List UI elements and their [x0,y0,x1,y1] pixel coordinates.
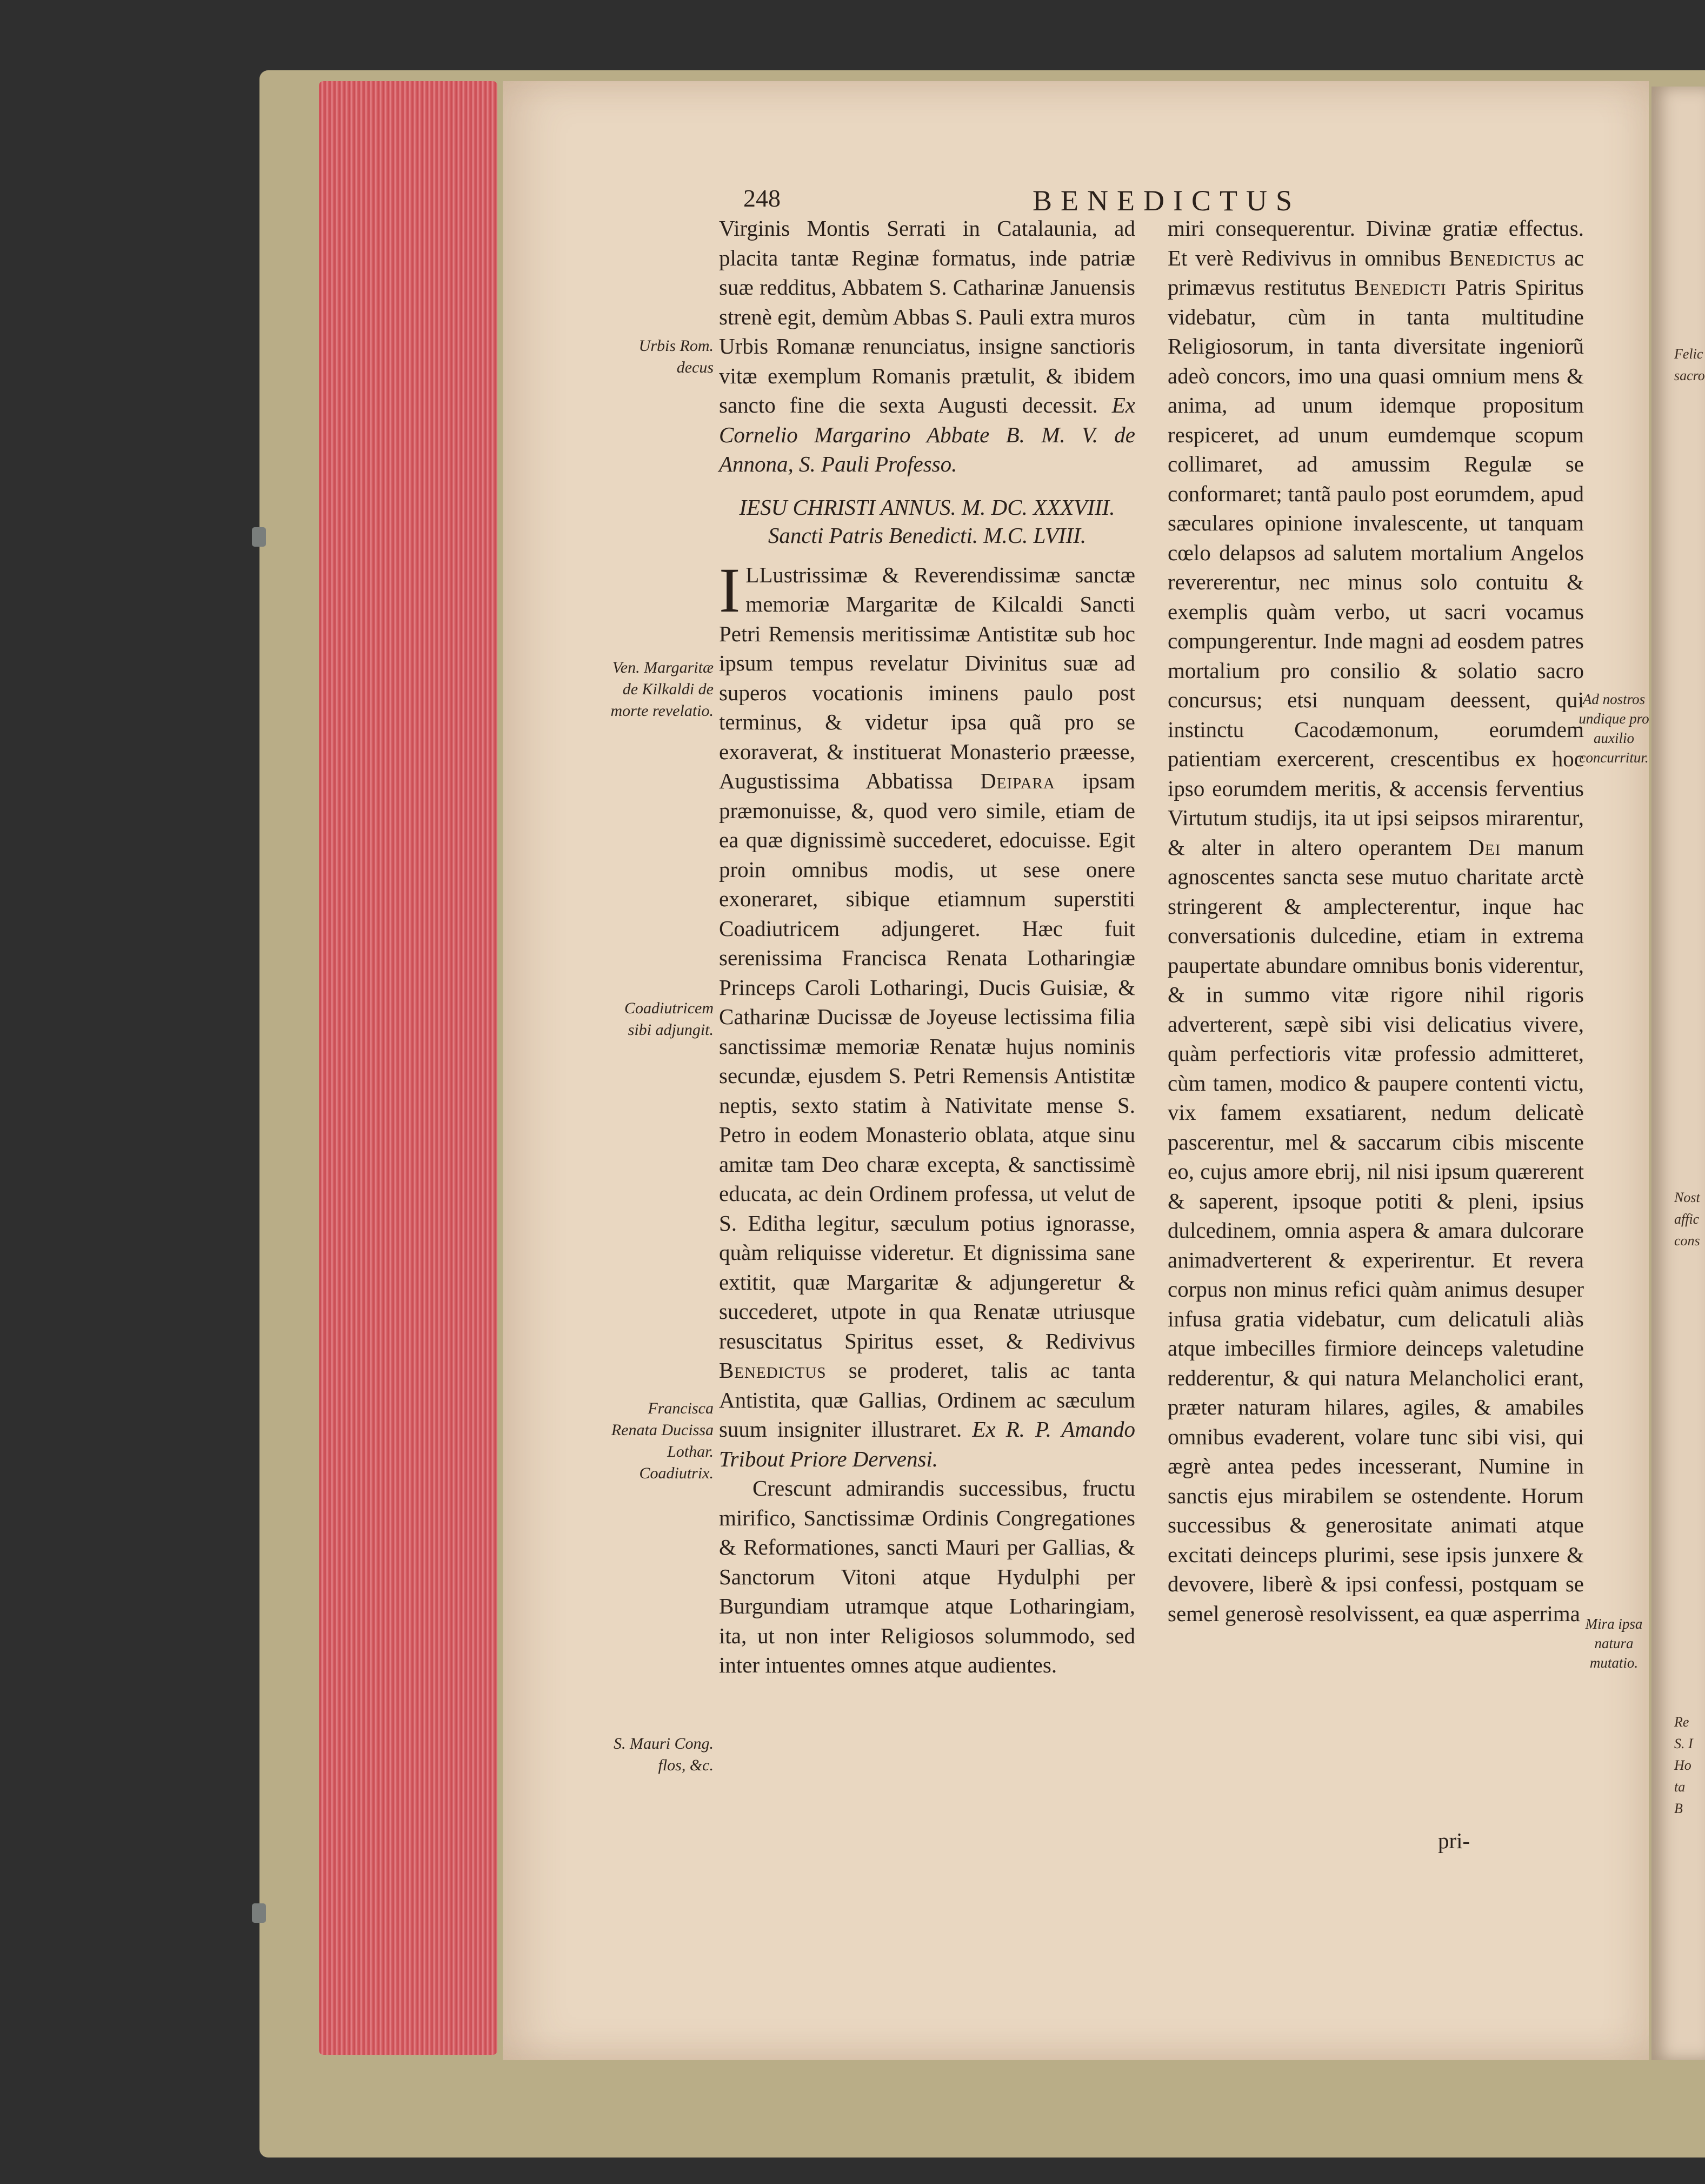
running-title: BENEDICTUS [1033,184,1301,217]
paragraph: Crescunt admirandis successibus, fructu mirifico, Sanctissimæ Ordinis Congregationes & Reformationes, sancti Mauri per Gallias, & Sanctorum Vitoni atque Hydulphi per Burgundiam utramque atque Lotharingiam, ita, ut non inter Religiosos solummodo, sed inter intuentes omnes atque audientes. [719,1476,1135,1677]
page-number: 248 [743,184,781,212]
paragraph-text: LLustrissimæ & Reverendissimæ sanctæ memoriæ Margaritæ de Kilcaldi Sancti Petri Remensis meritissimæ Antistitæ sub hoc ipsum tempus revelatur Divinitus suæ ad superos vocationis iminens paulo post terminus, & videtur ipsa quã pro se exoraverat, & instituerat Monasterio præesse, Augustissima Abbatissa [719,562,1135,793]
paragraph-text: ipsam præmonuisse, &, quod vero simile, etiam de ea quæ dignissimè succederet, edocuisse. Egit proin omnibus modis, ut sese onere exoneraret, sibique etiamnum superstiti Coadiutricem adjungeret. Hæc fuit serenissima Francisca Renata Lotharingiæ Princeps Caroli Lotharingi, Ducis Guisiæ, & Catharinæ Ducissæ de Joyeuse lectissima filia sanctissimæ memoriæ Renatæ hujus nominis secundæ, ejusdem S. Petri Remensis Antistitæ neptis, sexto statim à Nativitate mense S. Petro in eodem Monasterio oblata, atque sinu amitæ tam Deo charæ excepta, & sanctissimè educata, ac dein Ordinem professa, ut velut de S. Editha legitur, sæculum potius ignorasse, quàm reliquisse videretur. Et dignissima sane extitit, quæ Margaritæ & adjungeretur & succederet, utpote in qua Renatæ utriusque resuscitatus Spiritus esset, & Redivivus [719,768,1135,1353]
page-edges [319,81,497,2055]
facing-note: Nost [1674,1190,1700,1205]
facing-page-edge [1651,87,1705,2060]
source-reference: Ex Cornelio Margarino Abbate B. M. V. de Annona, S. Pauli Professo. [719,393,1136,476]
year-heading-line: Sancti Patris Benedicti. M.C. LVIII. [768,522,1087,548]
marginal-note: Ad nostros undique pro auxilio concurritur. [1579,691,1649,766]
facing-note: B [1674,1801,1683,1816]
right-column [1168,214,1584,1628]
running-head [743,184,1587,216]
marginal-note: Coadiutricem sibi adjungit. [624,999,714,1039]
facing-note: sacro [1674,368,1705,383]
clasp [252,527,266,547]
catchword: pri- [1438,1828,1470,1853]
facing-note: affic [1674,1211,1700,1227]
facing-note: cons [1674,1233,1700,1249]
clasp [252,1903,266,1923]
facing-note: S. I [1674,1736,1693,1751]
paragraph [1168,214,1584,1628]
small-caps-word: Dei [1468,834,1501,860]
paragraph-text: miri consequerentur. Divinæ gratiæ effectus. Et verè Redivivus in omnibus [1168,216,1584,270]
paragraph [719,214,1135,479]
marginal-note: Urbis Rom. decus [638,337,714,376]
paragraph-text: se proderet, talis ac tanta Antistita, quæ Gallias, Ordinem ac sæculum suum insigniter illustraret. [719,1358,1135,1442]
small-caps-word: Benedictus [1449,245,1556,270]
paragraph-text: manum agnoscentes sancta sese mutuo charitate arctè stringerent & amplecterentur, inque hac conversationis dulcedine, etiam in extrema paupertate abundare omnibus bonis viderentur, & in summo vitæ rigore nihil rigoris adverterent, sæpè sibi visi delicatius vivere, quàm perfectioris vitæ professio admitteret, cùm tamen, modico & paupere contenti victu, vix famem exsatiarent, nedum delicatè pascerentur, mel & saccarum cibis miscente eo, cujus amore ebrij, nil nisi ipsum quærerent & saperent, ipsoque potiti & pleni, ipsius dulcedinem, omnia aspera & amara dulcorare animadverterent & experirentur. Et revera corpus non minus refici quàm animus desuper infusa gratia videbatur, cum delicatuli aliàs atque imbecilles firmiore deinceps valetudine redderentur, & qui natura Melancholici erant, præter naturam hilares, agiles, & amabiles omnibus evaderent, volare tunc sibi visi, qui ægrè antea pedes incesserant, Numine in sanctis ejus mirabilem se ostendente. Horum successibus & generositate animati atque excitati deinceps plurimi, sese ipsis junxere & devovere, liberè & ipsi confessi, postquam se semel generosè resolvissent, ea quæ asperrima [1168,834,1584,1626]
small-caps-word: Deipara [980,768,1055,793]
left-column [719,214,1135,1680]
paragraph [719,554,1135,1474]
year-heading-line: IESU CHRISTI ANNUS. M. DC. XXXVIII. [739,494,1115,520]
paragraph-text: ac primævus restitutus [1168,245,1584,300]
facing-note: Re [1674,1714,1689,1730]
facing-note: Ho [1674,1757,1691,1773]
marginal-note: Ven. Margaritæ de Kilkaldi de morte revelatio. [610,659,714,720]
facing-note: Felic [1674,346,1703,362]
small-caps-word: Benedictus [719,1358,827,1383]
marginal-note: Francisca Renata Ducissa Lothar. Coadiutrix. [611,1399,714,1482]
marginal-note: Mira ipsa natura mutatio. [1585,1616,1643,1671]
drop-cap: I [719,554,741,626]
marginal-note: S. Mauri Cong. flos, &c. [613,1735,714,1774]
paragraph-text: Patris Spiritus videbatur, cùm in tanta multitudine Religiosorum, in tanta diversitate ingeniorũ adeò concors, imo una quasi omnium mens & anima, ad unum idemque propositum respiceret, ad unum eumdemque scopum collimaret, ad amussim Regulæ se conformaret; tantã paulo post eorumdem, apud sæculares opinione invalescente, ut tanquam cœlo delapsos ad salutem mortalium Angelos revererentur, nec minus solo contuitu & exemplis quàm verbo, ut sacri vocamus compungerentur. Inde magni ad eosdem patres mortalium pro consilio & solatio sacro concursus; etsi nunquam deessent, qui instinctu Cacodæmonum, eorumdem patientiam exercerent, crescentibus ex hoc ipso eorumdem meritis, & accensis ferventius Virtutum studijs, ita ut ipsi seipsos mirarentur, & alter in altero operantem [1168,275,1584,860]
paragraph-text: Virginis Montis Serrati in Catalaunia, ad placita tantæ Reginæ formatus, inde patriæ suæ redditus, Abbatem S. Catharinæ Januensis strenè egit, demùm Abbas S. Pauli extra muros Urbis Romanæ renunciatus, insigne sanctioris vitæ exemplum Romanis prætulit, & ibidem sancto fine die sexta Augusti decessit. [719,216,1135,417]
spine-ink [365,189,379,233]
source-reference: Ex R. P. Amando Tribout Priore Dervensi. [719,1417,1135,1471]
facing-note: ta [1674,1779,1686,1795]
year-heading [719,493,1135,549]
small-caps-word: Benedicti [1354,275,1447,300]
